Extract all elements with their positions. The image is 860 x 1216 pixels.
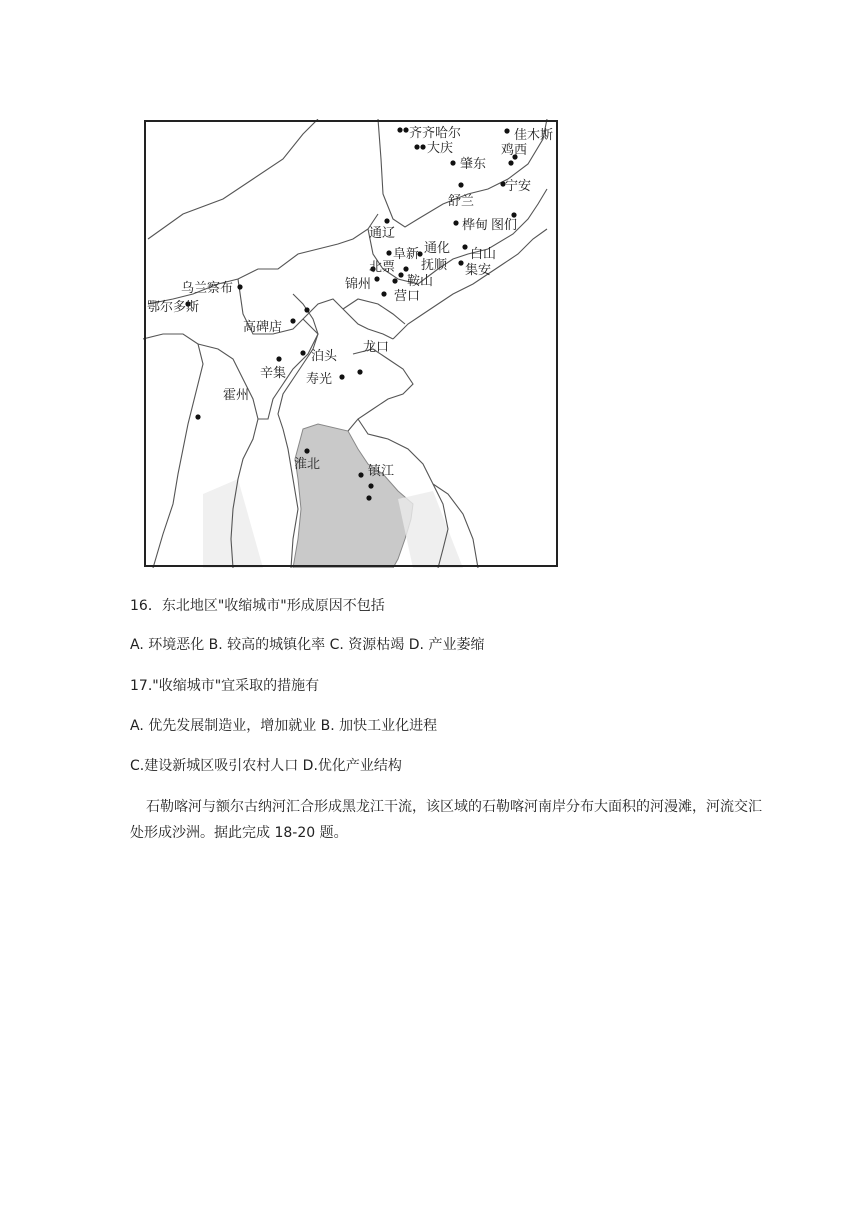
label-baishan: 白山	[470, 247, 497, 262]
dot-longkou	[357, 369, 362, 374]
label-jixi: 鸡西	[501, 143, 528, 158]
label-qiqihar: 齐齐哈尔	[409, 126, 462, 141]
question-16-options: A. 环境恶化 B. 较高的城镇化率 C. 资源枯竭 D. 产业萎缩	[130, 637, 485, 653]
dot-qiqihar	[397, 127, 402, 132]
label-tumen: 图们	[491, 218, 518, 233]
label-jiamusi: 佳木斯	[514, 128, 554, 143]
dot-beijing	[304, 307, 309, 312]
dot-daqing	[414, 144, 419, 149]
dot-yingkou	[381, 291, 386, 296]
label-gaobeidian: 高碑店	[243, 320, 283, 335]
dot-shulan	[458, 182, 463, 187]
label-anshan: 鞍山	[407, 274, 434, 289]
dot-fushun-b	[398, 272, 403, 277]
label-fuxin: 阜新	[393, 247, 420, 262]
dot-tumen	[511, 212, 516, 217]
label-jian: 集安	[465, 263, 492, 278]
dot-xinji	[276, 356, 281, 361]
label-huadian: 桦甸	[462, 218, 489, 233]
dot-daqing-2	[420, 144, 425, 149]
label-zhaodong: 肇东	[460, 157, 487, 172]
dot-baishan	[462, 244, 467, 249]
label-huaibei: 淮北	[294, 457, 321, 472]
label-beipiao: 北票	[369, 260, 396, 275]
dot-fuxin	[386, 250, 391, 255]
label-tonghua: 通化	[424, 241, 451, 256]
dot-tongliao	[384, 218, 389, 223]
dot-botou	[300, 350, 305, 355]
label-jinzhou: 锦州	[345, 277, 372, 292]
dot-ulanqab	[237, 284, 242, 289]
label-daqing: 大庆	[427, 141, 454, 156]
label-longkou: 龙口	[363, 340, 390, 355]
label-fushun: 抚顺	[421, 258, 448, 273]
label-zhenjiang: 镇江	[368, 464, 395, 479]
label-shulan: 舒兰	[448, 194, 475, 209]
map-figure	[143, 119, 559, 568]
dot-jixi-2	[508, 160, 513, 165]
label-ulanqab: 乌兰察布	[181, 281, 234, 296]
dot-qiqihar-2	[403, 127, 408, 132]
dot-jiamusi	[504, 128, 509, 133]
dot-huadian	[453, 220, 458, 225]
question-17-options-line1: A. 优先发展制造业，增加就业 B. 加快工业化进程	[130, 718, 438, 734]
dot-fushun-a	[403, 266, 408, 271]
label-ordos: 鄂尔多斯	[147, 300, 200, 315]
dot-shouguang	[339, 374, 344, 379]
label-tongliao: 通辽	[369, 226, 396, 241]
label-botou: 泊头	[311, 349, 338, 364]
dot-jinzhou	[374, 276, 379, 281]
dot-zhenjiang-3	[366, 495, 371, 500]
dot-gaobeidian	[290, 318, 295, 323]
dot-huozhou	[195, 414, 200, 419]
dot-zhaodong	[450, 160, 455, 165]
passage-paragraph: 石勒喀河与额尔古纳河汇合形成黑龙江干流，该区域的石勒喀河南岸分布大面积的河漫滩，河流交汇处形成沙洲。据此完成 18-20 题。	[130, 799, 762, 841]
map-svg	[143, 119, 559, 568]
label-ningan: 宁安	[505, 179, 532, 194]
dot-jian	[458, 260, 463, 265]
label-shouguang: 寿光	[306, 372, 333, 387]
question-17-options-line2: C.建设新城区吸引农村人口 D.优化产业结构	[130, 758, 402, 774]
question-17-stem: 17."收缩城市"宜采取的措施有	[130, 678, 320, 694]
label-xinji: 辛集	[260, 366, 287, 381]
dot-zhenjiang	[358, 472, 363, 477]
dot-huaibei	[304, 448, 309, 453]
label-yingkou: 营口	[394, 289, 421, 304]
dot-zhenjiang-2	[368, 483, 373, 488]
dot-anshan	[392, 278, 397, 283]
label-huozhou: 霍州	[223, 388, 250, 403]
question-16-stem: 16．东北地区"收缩城市"形成原因不包括	[130, 598, 385, 614]
